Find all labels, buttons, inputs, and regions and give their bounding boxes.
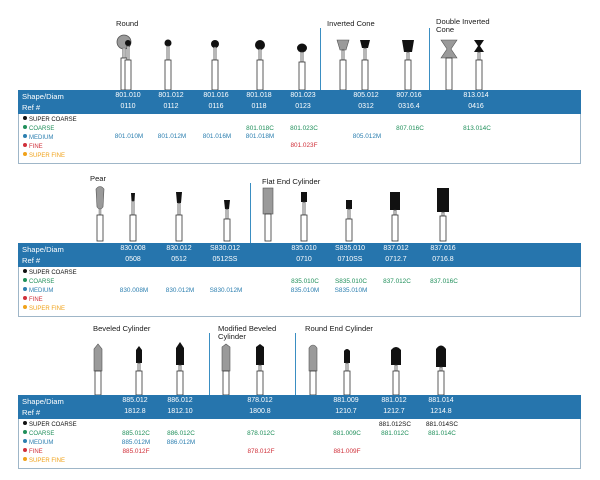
- bur-s830-012: [221, 199, 233, 243]
- bur-801-012: [122, 38, 134, 92]
- group-divider: [209, 333, 210, 395]
- shape-885-012: 885.012: [122, 397, 148, 404]
- spec-band-2: [18, 243, 581, 267]
- code-835-010c: 835.010C: [291, 278, 319, 285]
- bur-878-012: [254, 343, 266, 397]
- ref-0512ss: 0512SS: [212, 256, 238, 263]
- header-shape-diam: Shape/Diam: [22, 92, 64, 101]
- code-885-012m: 885.012M: [121, 439, 151, 446]
- header-shape-diam: Shape/Diam: [22, 397, 64, 406]
- shape-835-010: 835.010: [291, 245, 317, 252]
- code-835-010m: 835.010M: [290, 287, 320, 294]
- ref-1812-10: 1812.10: [167, 408, 193, 415]
- code-801-010m: 801.010M: [114, 133, 144, 140]
- group-label-round-end-cylinder: Round End Cylinder: [305, 324, 373, 333]
- group-divider: [250, 183, 251, 243]
- ref-1800-8: 1800.8: [249, 408, 271, 415]
- bur-881-012: [389, 345, 403, 397]
- code-837-012c: 837.012C: [383, 278, 411, 285]
- bur-801-023: [252, 38, 268, 92]
- bur-830-008: [127, 191, 139, 243]
- code-886-012c: 886.012C: [167, 430, 195, 437]
- shape-801-012: 801.012: [158, 92, 184, 99]
- grade-fine: FINE: [23, 143, 43, 150]
- group-divider: [320, 28, 321, 90]
- bur-885-012-diamond: [91, 343, 105, 397]
- bur-805-012: [335, 38, 351, 92]
- shape-801-018: 801.018: [246, 92, 272, 99]
- bur-830-012: [173, 191, 185, 243]
- spec-band-1: [18, 90, 581, 114]
- shape-801-023: 801.023: [290, 92, 316, 99]
- group-label-round: Round: [116, 19, 139, 28]
- code-881-012c: 881.012C: [381, 430, 409, 437]
- ref-1812-8: 1812.8: [124, 408, 146, 415]
- shape-813-014: 813.014: [463, 92, 489, 99]
- header-ref: Ref #: [22, 408, 41, 417]
- ref-0118: 0118: [251, 103, 267, 110]
- bur-881-009-diamond: [306, 343, 320, 397]
- bur-835-010: [298, 191, 310, 243]
- bur-801-016: [162, 38, 174, 92]
- group-label-pear: Pear: [90, 174, 107, 183]
- code-813-014c: 813.014C: [463, 125, 491, 132]
- code-805-012m: 805.012M: [352, 133, 382, 140]
- bur-878-012-diamond: [219, 343, 233, 397]
- grade-super-coarse: SUPER COARSE: [23, 116, 77, 123]
- shape-s830-012: S830.012: [210, 245, 240, 252]
- ref-0712-7: 0712.7: [385, 256, 407, 263]
- grade-table-1: [18, 114, 581, 164]
- code-s830-012m: S830.012M: [209, 287, 243, 294]
- shape-830-012: 830.012: [166, 245, 192, 252]
- grade-medium: MEDIUM: [23, 287, 53, 294]
- group-divider: [429, 28, 430, 90]
- bur-813-014: [472, 38, 486, 92]
- ref-0508: 0508: [125, 256, 141, 263]
- code-807-016c: 807.016C: [396, 125, 424, 132]
- code-801-016m: 801.016M: [202, 133, 232, 140]
- code-885-012f: 885.012F: [122, 448, 150, 455]
- spec-band-3: [18, 395, 581, 419]
- bur-885-012: [133, 345, 145, 397]
- shape-830-008: 830.008: [120, 245, 146, 252]
- grade-super-fine: SUPER FINE: [23, 152, 65, 159]
- grade-fine: FINE: [23, 296, 43, 303]
- header-ref: Ref #: [22, 103, 41, 112]
- header-shape-diam: Shape/Diam: [22, 245, 64, 254]
- code-886-012m: 886.012M: [166, 439, 196, 446]
- group-label-double-inverted-cone: Double Inverted Cone: [436, 17, 490, 34]
- code-881-009c: 881.009C: [333, 430, 361, 437]
- grade-table-2: [18, 267, 581, 317]
- shape-881-014: 881.014: [428, 397, 454, 404]
- shape-837-012: 837.012: [383, 245, 409, 252]
- ref-0710: 0710: [296, 256, 312, 263]
- grade-super-coarse: SUPER COARSE: [23, 269, 77, 276]
- ref-1212-7: 1212.7: [383, 408, 405, 415]
- code-801-018c: 801.018C: [246, 125, 274, 132]
- shape-807-016: 807.016: [396, 92, 422, 99]
- ref-1210-7: 1210.7: [335, 408, 357, 415]
- bur-837-016: [435, 187, 451, 243]
- code-801-012m: 801.012M: [157, 133, 187, 140]
- ref-0110: 0110: [120, 103, 136, 110]
- shape-886-012: 886.012: [167, 397, 193, 404]
- ref-1214-8: 1214.8: [430, 408, 452, 415]
- group-divider: [295, 333, 296, 395]
- bur-801-023-large: [294, 42, 310, 92]
- shape-s835-010: S835.010: [335, 245, 365, 252]
- ref-0112: 0112: [163, 103, 179, 110]
- code-801-023f: 801.023F: [290, 142, 318, 149]
- shape-801-010: 801.010: [115, 92, 141, 99]
- bur-881-009: [341, 347, 353, 397]
- group-label-beveled-cylinder: Beveled Cylinder: [93, 324, 151, 333]
- ref-0716-8: 0716.8: [432, 256, 454, 263]
- bur-813-014-diamond: [439, 38, 459, 92]
- code-881-014sc: 881.014SC: [426, 421, 458, 428]
- ref-0710ss: 0710SS: [337, 256, 363, 263]
- shape-881-009: 881.009: [333, 397, 359, 404]
- bur-805-012-black: [358, 38, 372, 92]
- code-881-009f: 881.009F: [333, 448, 361, 455]
- code-881-012sc: 881.012SC: [379, 421, 411, 428]
- code-878-012c: 878.012C: [247, 430, 275, 437]
- grade-coarse: COARSE: [23, 430, 54, 437]
- code-801-018m: 801.018M: [245, 133, 275, 140]
- grade-coarse: COARSE: [23, 278, 54, 285]
- bur-886-012: [174, 341, 186, 397]
- bur-835-010-diamond: [261, 187, 275, 243]
- ref-0123: 0123: [295, 103, 311, 110]
- group-label-modified-beveled-cylinder: Modified Beveled Cylinder: [218, 324, 277, 341]
- grade-coarse: COARSE: [23, 125, 54, 132]
- code-878-012f: 878.012F: [247, 448, 275, 455]
- grade-super-coarse: SUPER COARSE: [23, 421, 77, 428]
- grade-medium: MEDIUM: [23, 134, 53, 141]
- ref-0416: 0416: [468, 103, 484, 110]
- grade-super-fine: SUPER FINE: [23, 305, 65, 312]
- grade-super-fine: SUPER FINE: [23, 457, 65, 464]
- ref-0512: 0512: [171, 256, 187, 263]
- code-881-014c: 881.014C: [428, 430, 456, 437]
- shape-878-012: 878.012: [247, 397, 273, 404]
- bur-801-018: [208, 38, 222, 92]
- ref-0116: 0116: [208, 103, 224, 110]
- ref-0312: 0312: [358, 103, 374, 110]
- shape-881-012: 881.012: [381, 397, 407, 404]
- grade-table-3: [18, 419, 581, 469]
- bur-s835-010: [343, 199, 355, 243]
- ref-0316-4: 0316.4: [398, 103, 420, 110]
- bur-807-016: [400, 38, 416, 92]
- code-830-008m: 830.008M: [119, 287, 149, 294]
- grade-fine: FINE: [23, 448, 43, 455]
- code-s835-010m: S835.010M: [334, 287, 368, 294]
- shape-801-016: 801.016: [203, 92, 229, 99]
- header-ref: Ref #: [22, 256, 41, 265]
- code-830-012m: 830.012M: [165, 287, 195, 294]
- code-801-023c: 801.023C: [290, 125, 318, 132]
- shape-837-016: 837.016: [430, 245, 456, 252]
- grade-medium: MEDIUM: [23, 439, 53, 446]
- bur-881-014: [434, 343, 448, 397]
- bur-830-008-diamond: [93, 185, 107, 243]
- group-label-flat-end-cylinder: Flat End Cylinder: [262, 177, 321, 186]
- code-885-012c: 885.012C: [122, 430, 150, 437]
- shape-805-012: 805.012: [353, 92, 379, 99]
- code-s835-010c: S835.010C: [335, 278, 367, 285]
- code-837-016c: 837.016C: [430, 278, 458, 285]
- group-label-inverted-cone: Inverted Cone: [327, 19, 375, 28]
- bur-837-012: [388, 191, 402, 243]
